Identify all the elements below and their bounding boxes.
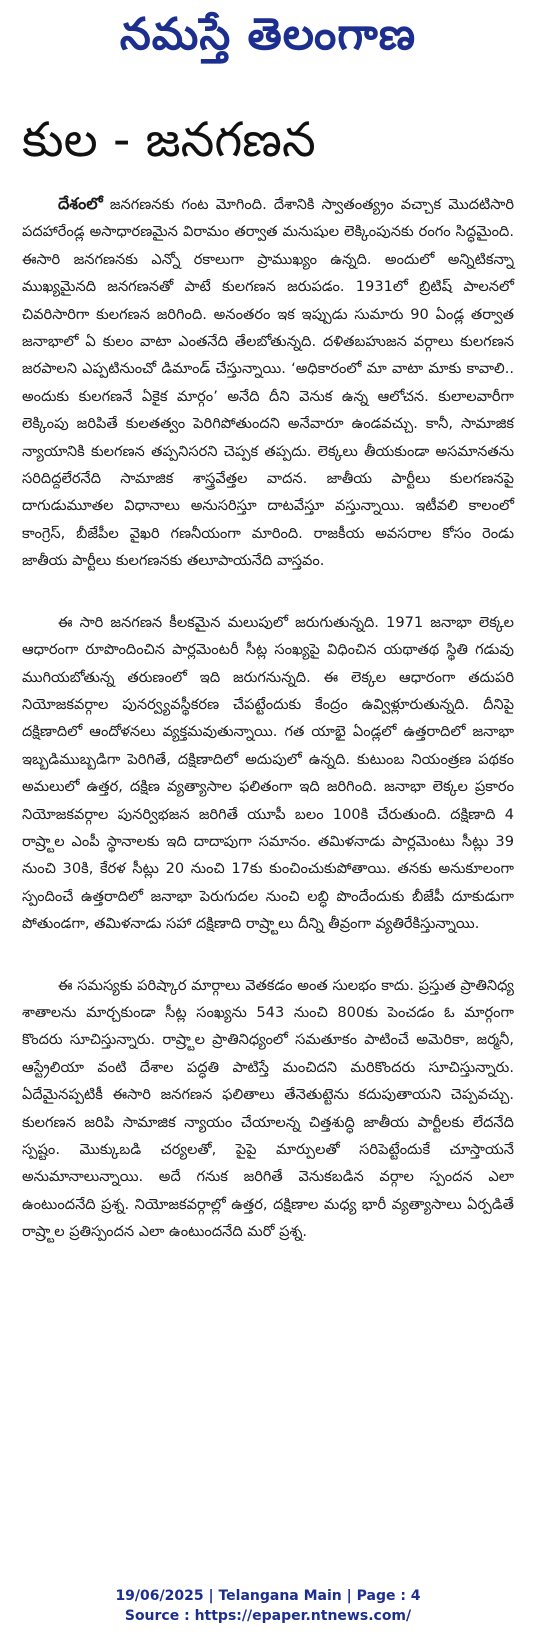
- paragraph-1-text: జనగణనకు గంట మోగింది. దేశానికి స్వాతంత్య్రం వచ్చాక మొదటిసారి పదహారేండ్ల అసాధారణమైన విరామం తర్వాత మనుషుల లెక్కింపునకు రంగం సిద్ధమైంది. ఈసారి జనగణనకు ఎన్నో రకాలుగా ప్రాముఖ్యం ఉన్నది. అందులో అన్నిటికన్నా ముఖ్యమైనది జనగణనతో పాటే కులగణన జరుపడం. 1931లో బ్రిటిష్ పాలనలో చివరిసారిగా కులగణన జరిగింది. అనంతరం ఇక ఇప్పుడు సుమారు 90 ఏండ్ల తర్వాత జనాభాలో ఏ కులం వాటా ఎంతనేది తేలబోతున్నది. దళితబహుజన వర్గాలు కులగణన జరపాలని ఎప్పటినుంచో డిమాండ్ చేస్తున్నాయి. ‘అధికారంలో మా వాటా మాకు కావాలి.. అందుకు కులగణనే ఏకైక మార్గం’ అనేది దీని వెనుక ఉన్న ఆలోచన. కులాలవారీగా లెక్కింపు జరిపితే కులతత్వం పెరిగిపోతుందని అనేవారూ ఉండవచ్చు. కానీ, సామాజిక న్యాయానికి కులగణన తప్పనిసరని చెప్పక తప్పదు. లెక్కలు తీయకుండా అసమానతను సరిదిద్దలేరనేది సామాజిక శాస్త్రవేత్తల వాదన. జాతీయ పార్టీలు కులగణనపై దాగుడుమూతల విధానాలు అనుసరిస్తూ దాటవేస్తూ వస్తున్నాయి. ఇటీవలి కాలంలో కాంగ్రెస్, బీజేపీల వైఖరి గణనీయంగా మారింది. రాజకీయ అవసరాల కోసం రెండు జాతీయ పార్టీలు కులగణనకు తలూపాయనేది వాస్తవం.: [22, 196, 514, 570]
- footer-source-line: Source : https://epaper.ntnews.com/: [124, 1608, 412, 1624]
- newspaper-masthead: నమస్తే తెలంగాణ: [119, 9, 417, 60]
- footer-date-line: 19/06/2025 | Telangana Main | Page : 4: [115, 1588, 421, 1604]
- editorial-article: [22, 190, 514, 1280]
- article-paragraph-1: [22, 190, 514, 575]
- source-footer: [0, 1586, 536, 1626]
- lead-word: దేశంలో: [58, 194, 103, 213]
- article-paragraph-3: ఈ సమస్యకు పరిష్కార మార్గాలు వెతకడం అంత సులభం కాదు. ప్రస్తుత ప్రాతినిధ్య శాతాలను మార్చకుండా సీట్ల సంఖ్యను 543 నుంచి 800కు పెంచడం ఓ మార్గంగా కొందరు సూచిస్తున్నారు. రాష్ర్టాల ప్రాతినిధ్యంలో సమతూకం పాటించే అమెరికా, జర్మనీ, ఆస్ట్రేలియా వంటి దేశాల పద్ధతి పాటిస్తే మంచిదని మరికొందరు సూచిస్తున్నారు. ఏదేమైనప్పటికీ ఈసారి జనగణన ఫలితాలు తేనెతుట్టెను కదుపుతాయని చెప్పవచ్చు. కులగణన జరిపి సామాజిక న్యాయం చేయాలన్న చిత్తశుద్ధి జాతీయ పార్టీలకు లేదనేది స్పష్టం. మొక్కుబడి చర్యలతో, పైపై మార్పులతో సరిపెట్టేందుకే చూస్తాయనే అనుమానాలున్నాయి. అదే గనుక జరిగితే వెనుకబడిన వర్గాల స్పందన ఎలా ఉంటుందనేది ప్రశ్న. నియోజకవర్గాల్లో ఉత్తర, దక్షిణాల మధ్య భారీ వ్యత్యాసాలు ఏర్పడితే రాష్ర్టాల ప్రతిస్పందన ఎలా ఉంటుందనేది మరో ప్రశ్న.: [22, 976, 514, 1241]
- article-paragraph-2: ఈ సారి జనగణన కీలకమైన మలుపులో జరుగుతున్నది. 1971 జనాభా లెక్కల ఆధారంగా రూపొందించిన పార్లమెంటరీ సీట్ల సంఖ్యపై విధించిన యథాతథ స్థితి గడువు ముగియబోతున్న తరుణంలో ఇది జరుగనున్నది. ఈ లెక్కల ఆధారంగా తదుపరి నియోజకవర్గాల పునర్వ్యవస్థీకరణ చేపట్టేందుకు కేంద్రం ఉవ్విళ్లూరుతున్నది. దీనిపై దక్షిణాదిలో ఆందోళనలు వ్యక్తమవుతున్నాయి. గత యాభై ఏండ్లలో ఉత్తరాదిలో జనాభా ఇబ్బడిముబ్బడిగా పెరిగితే, దక్షిణాదిలో అదుపులో ఉన్నది. కుటుంబ నియంత్రణ పథకం అమలులో ఉత్తర, దక్షిణ వ్యత్యాసాల ఫలితంగా ఇది జరిగింది. జనాభా లెక్కల ప్రకారం నియోజకవర్గాల పునర్విభజన జరిగితే యూపీ బలం 100కి చేరుతుంది. దక్షిణాది 4 రాష్ర్టాల ఎంపీ స్థానాలకు ఇది దాదాపుగా సమానం. తమిళనాడు పార్లమెంటు సీట్లు 39 నుంచి 30కి, కేరళ సీట్లు 20 నుంచి 17కు కుంచించుకుపోతాయి. తనకు అనుకూలంగా స్పందించే ఉత్తరాదిలో జనాభా పెరుగుదల నుంచి లబ్ధి పొందేందుకు బీజేపీ దూకుడుగా పోతుండగా, తమిళనాడు సహా దక్షిణాది రాష్ర్టాలు దీన్ని తీవ్రంగా వ్యతిరేకిస్తున్నాయి.: [22, 613, 514, 933]
- editorial-headline: కుల - జనగణన: [22, 112, 316, 168]
